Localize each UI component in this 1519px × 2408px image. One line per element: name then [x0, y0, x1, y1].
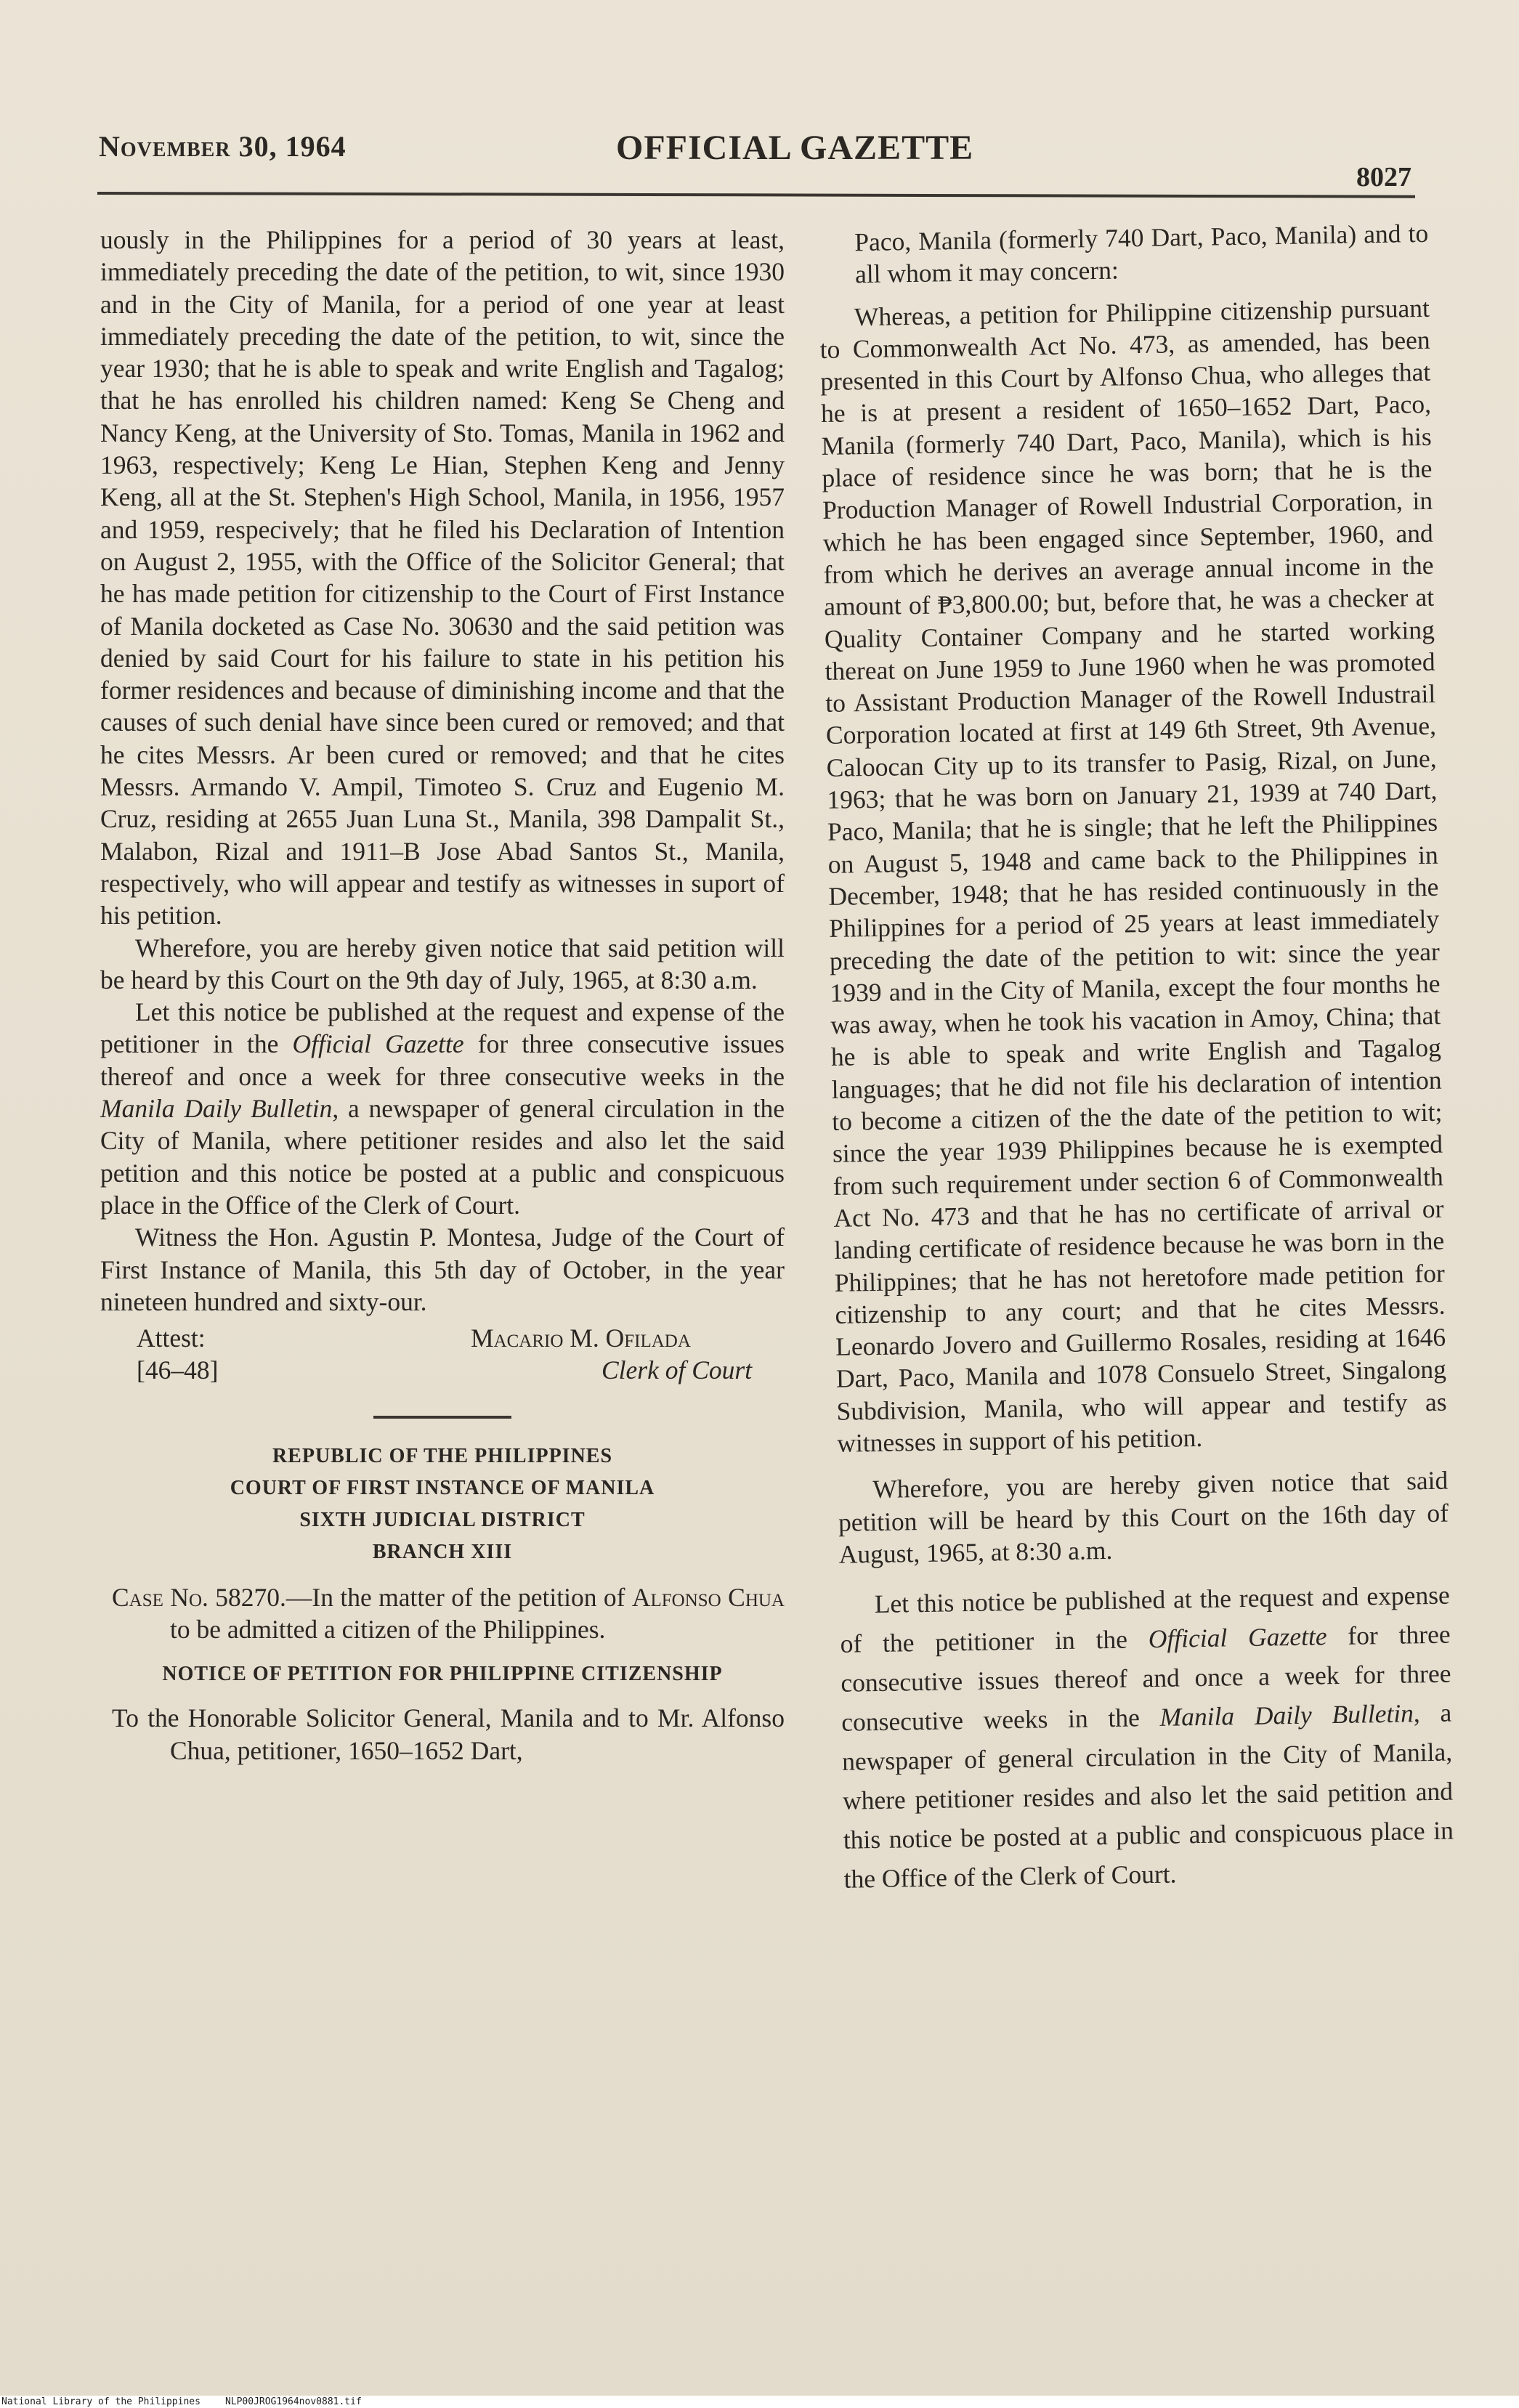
signer-title: Clerk of Court — [601, 1355, 753, 1385]
italic-run: Manila Daily Bulletin — [100, 1094, 333, 1124]
signer-name: Macario M. Ofilada — [471, 1323, 691, 1353]
petitioner-name: Alfonso Chua — [631, 1582, 785, 1612]
text-run: , a newspaper of general circulation in the City of Manila, where petitioner resides and also let the said petition and this notice be posted at a public and conspicuous place in the Office of the Clerk of Court. — [100, 1094, 785, 1220]
attest-block — [100, 1322, 785, 1387]
text-run: , a newspaper of general circulation in the City of Manila, where petitioner resides and also let the said petition and this notice be posted at a public and conspicuous place in the Office of the Clerk of Court. — [841, 1698, 1454, 1894]
case-caption — [100, 1581, 785, 1646]
text-run: Let this notice be published at the request and expense of the petitioner in the — [100, 997, 785, 1059]
left-paragraph-2: Wherefore, you are hereby given notice that said petition will be heard by this Court on the 9th day of July, 1965, at 8:30 a.m. — [100, 933, 785, 994]
section-divider — [373, 1416, 511, 1419]
attest-reference: [46–48] — [137, 1355, 219, 1385]
text-run: for three consecutive issues thereof and once a week for three consecutive weeks in the — [100, 1029, 785, 1091]
court-line-2: COURT OF FIRST INSTANCE OF MANILA — [230, 1476, 655, 1499]
attest-label: Attest: — [137, 1323, 206, 1353]
header-rule — [97, 192, 1415, 198]
left-paragraph-1: uously in the Philippines for a period of 30 years at least, immediately preceding the date of the petition, to wit, since 1930 and in the City of Manila, for a period of one year at least immediately preceding the date of the petition, to wit, since the year 1930; that he is able to speak and write English and Tagalog; that he has enrolled his children named: Keng Se Cheng and Nancy Keng, at the University of Sto. Tomas, Manila in 1962 and 1963, respectively; Keng Le Hian, Stephen Keng and Jenny Keng, all at the St. Stephen's High School, Manila, in 1956, 1957 and 1959, respecively; that he filed his Declaration of Intention on August 2, 1955, with the Office of the Solicitor General; that he has made petition for citizenship to the Court of First Instance of Manila docketed as Case No. 30630 and the said petition was denied by said Court for his failure to state in his petition his former residences and because of diminishing income and that the causes of such denial have since been cured or removed; and that he cites Messrs. Ar been cured or removed; and that he cites Messrs. Armando V. Ampil, Timoteo S. Cruz and Eugenio M. Cruz, residing at 2655 Juan Luna St., Manila, 398 Dampalit St., Malabon, Rizal and 1911–B Jose Abad Santos St., Manila, respectively, who will appear and testify as witnesses in suport of his petition. — [100, 225, 785, 931]
publication-title: OFFICIAL GAZETTE — [616, 129, 974, 167]
signature-block — [384, 1322, 785, 1387]
scan-footer — [0, 2396, 1519, 2408]
left-paragraph-4: Witness the Hon. Agustin P. Montesa, Judge of the Court of First Instance of Manila, this 5th day of October, in the year nineteen hundred and sixty-our. — [100, 1223, 785, 1316]
address-continued: Paco, Manila (formerly 740 Dart, Paco, Manila) and to all whom it may concern: — [854, 218, 1429, 289]
notice-address: To the Honorable Solicitor General, Manila and to Mr. Alfonso Chua, petitioner, 1650–1652 Dart, — [112, 1703, 785, 1765]
right-paragraph-2: Wherefore, you are hereby given notice that said petition will be heard by this Court on the 16th day of August, 1965, at 8:30 a.m. — [838, 1465, 1449, 1569]
left-paragraph-3 — [100, 996, 785, 1221]
text-run: —In the matter of the petition of — [285, 1582, 632, 1612]
footer-filename: NLP00JROG1964nov0881.tif — [224, 2396, 362, 2407]
right-column — [818, 217, 1454, 1899]
case-number: Case No. 58270. — [112, 1582, 286, 1612]
page-number: 8027 — [1356, 162, 1411, 192]
notice-heading: NOTICE OF PETITION FOR PHILIPPINE CITIZENSHIP — [162, 1663, 723, 1686]
court-line-4: BRANCH XIII — [372, 1540, 513, 1563]
issue-date: November 30, 1964 — [99, 130, 347, 163]
italic-run: Official Gazette — [1148, 1621, 1327, 1654]
court-line-1: REPUBLIC OF THE PHILIPPINES — [272, 1444, 613, 1467]
text-run: for three consecutive issues thereof and once a week for three consecutive weeks in the — [840, 1619, 1451, 1737]
court-line-3: SIXTH JUDICIAL DISTRICT — [299, 1508, 586, 1531]
italic-run: Official Gazette — [292, 1029, 464, 1059]
left-column — [100, 224, 785, 1767]
attest-labels — [137, 1322, 384, 1387]
footer-source: National Library of the Philippines — [1, 2396, 200, 2407]
right-paragraph-3 — [839, 1576, 1454, 1899]
text-run: to be admitted a citizen of the Philippines. — [170, 1614, 606, 1644]
right-paragraph-1: Whereas, a petition for Philippine citizenship pursuant to Commonwealth Act No. 473, as amended, has been presented in this Court by Alfonso Chua, who alleges that he is at present a resident of 1650–1652 Dart, Paco, Manila (formerly 740 Dart, Paco, Manila), which is his place of residence since he was born; that he is the Production Manager of Rowell Industrial Corporation, in which he has been engaged since September, 1960, and from which he derives an average annual income in the amount of ₱3,800.00; but, before that, he was a checker at Quality Container Company and he started working thereat on June 1959 to June 1960 when he was promoted to Assistant Production Manager of the Rowell Industrail Corporation located at first at 149 6th Street, 9th Avenue, Caloocan City up to its transfer to Pasig, Rizal, on June, 1963; that he was born on January 21, 1939 at 740 Dart, Paco, Manila; that he is single; that he left the Philippines on August 5, 1948 and came back to the Philippines in December, 1948; that he has resided continuously in the Philippines for a period of 25 years at least immediately preceding the date of the petition to wit: since the year 1939 and in the City of Manila, except the four months he was away, when he took his vacation in Amoy, China; that he is able to speak and write English and Tagalog languages; that he did not file his declaration of intention to become a citizen of the the date of the petition to wit; since the year 1939 Philippines because he is exempted from such requirement under section 6 of Commonwealth Act No. 473 and that he has no certificate of arrival or landing certificate of residence because he was born in the Philippines; that he has not heretofore made petition for citizenship to any court; and that he cites Messrs. Leonardo Jovero and Guillermo Rosales, residing at 1646 Dart, Paco, Manila and 1078 Consuelo Street, Singalong Subdivision, Manila, who will appear and testify as witnesses in support of his petition. — [819, 293, 1447, 1458]
italic-run: Manila Daily Bulletin — [1159, 1698, 1414, 1732]
text-run: Let this notice be published at the request and expense of the petitioner in the — [840, 1580, 1451, 1658]
